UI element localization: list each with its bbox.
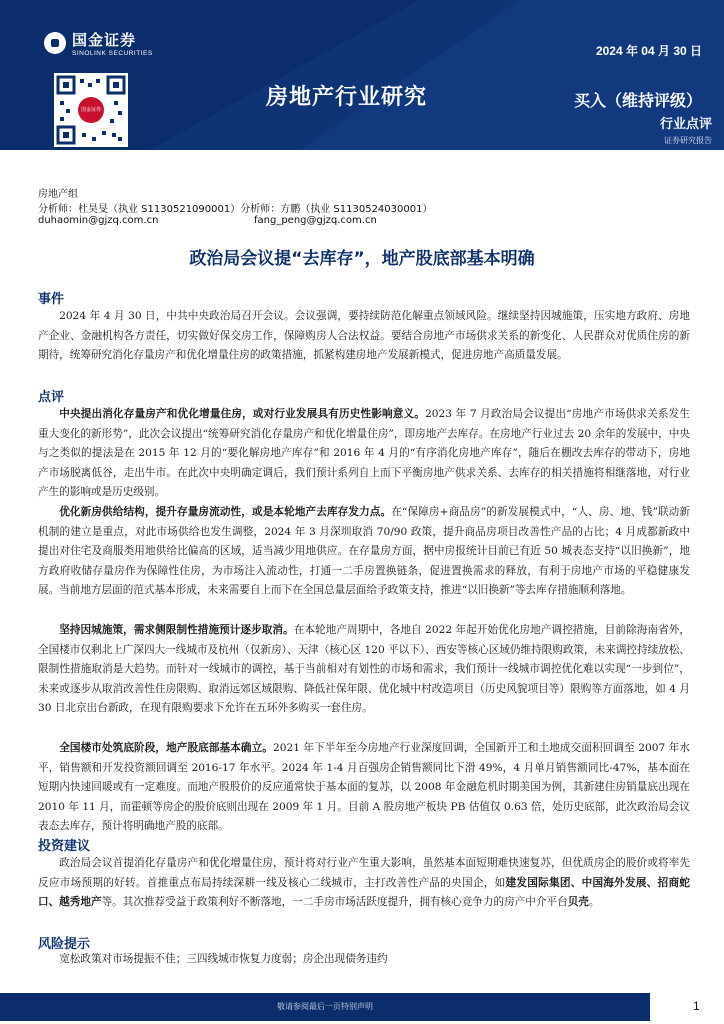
report-subcategory: 证券研究报告 [664, 136, 712, 145]
comment-p1-body: 2023 年 7 月政治局会议提出“房地产市场供求关系发生重大变化的新形势”，此次会议提出“统筹研究消化存量房产和优化增量住房”，即房地产去库存。在房地产行业过去 20 余年的发展中，中央与之类似的提法是在 2015 年 12 月的“要化解房地产库存”和 2016 年 4 月的“有序消化房地产库存”，随后在棚改去库存的带动下，房地产市场脱离低谷，走出牛市。在此次中央明确定调后，我们预计系列自上而下平衡房地产供求关系、去库存的相关措施将相继落地，对行业产生的影响或是历史级别。 [38, 408, 691, 499]
report-category: 行业点评 [659, 117, 712, 132]
company-logo [44, 29, 153, 57]
report-date: 2024 年 04 月 30 日 [595, 44, 702, 58]
report-industry-title: 房地产行业研究 [266, 85, 428, 110]
comment-p2-body: 在“保障房+商品房”的新发展模式中，“人、房、地、钱”联动新机制的建立是重点，对此市场供给也发生调整，2024 年 3 月深圳取消 70/90 政策，提升商品房项目改善性产品的占比；4 月成都新政中提出对住宅及商服类用地供给比偏高的区域，适当减少用地供应。在存量房方面，据中房报统计目前已有近 50 城表态支持“以旧换新”，地方政府收储存量房作为保障性住房，为市场注入流动性，打通一二手房置换链条，促进置换需求的释放，有利于房地产市场的平稳健康发展。当前地方层面的范式基本形成，未来需要自上而下在全国总量层面给予政策支持，推进“以旧换新”等去库存措施顺利落地。 [38, 506, 690, 597]
document-title: 政治局会议提“去库存”，地产股底部基本明确 [189, 249, 535, 269]
qr-center-badge: 国金证券 [78, 97, 104, 123]
section-heading-advice: 投资建议 [38, 839, 91, 854]
comment-p4-lead: 全国楼市处筑底阶段，地产股底部基本确立。 [59, 742, 273, 754]
page-number: 1 [693, 999, 700, 1013]
advice-recommended-platform: 贝壳 [567, 896, 589, 909]
section-heading-comment: 点评 [38, 390, 65, 405]
advice-text-c: 等。其次推荐受益于政策利好不断落地，一二手房市场活跃度提升，拥有核心竞争力的房产中介平台 [101, 896, 568, 909]
advice-text-e: 。 [588, 896, 600, 909]
risk-paragraph: 宽松政策对市场提振不佳；三四线城市恢复力度弱；房企出现债务违约 [59, 953, 388, 965]
comment-p2-lead: 优化新房供给结构，提升存量房流动性，或是本轮地产去库存发力点。 [59, 506, 392, 518]
advice-recommended-stocks: 建发国际集团、中国海外发展、招商蛇口、越秀地产 [38, 876, 691, 909]
comment-p1-lead: 中央提出消化存量房产和优化增量住房，或对行业发展具有历史性影响意义。 [59, 408, 426, 420]
footer-disclaimer-link[interactable]: 敬请参阅最后一页特别声明 [277, 1002, 373, 1011]
comment-paragraph-3 [38, 621, 690, 719]
team-name: 房地产组 [38, 189, 78, 200]
analyst-list: 分析师：杜昊旻（执业 S1130521090001）分析师：方鹏（执业 S1130524030001） [38, 204, 433, 215]
comment-paragraph-4 [38, 739, 690, 837]
report-header [0, 0, 724, 150]
comment-paragraph-2 [38, 503, 690, 601]
comment-p3-body: 在本轮地产周期中，各地自 2022 年起开始优化房地产调控措施，目前除海南省外，全国楼市仅剩北上广深四大一线城市及杭州（仅新房）、天津（核心区 120 平以下）、西安等核心区域仍维持限购政策，未来调控持续放松、限制性措施取消是大趋势。而针对一线城市的调控，基于当前相对有划性的市场和需求，我们预计一线城市调控优化难以实现“一步到位”，未来或逐步从取消改善性住房限购、取消远郊区域限购、降低社保年限、优化城中村改造项目（历史风貌项目等）限购等方面落地，如 4 月 30 日北京出台新政，在现有限购要求下允许在五环外多购买一套住房。 [38, 624, 690, 715]
logo-name-cn: 国金证券 [72, 32, 137, 49]
section-heading-risk: 风险提示 [38, 937, 91, 952]
advice-text-a: 政治局会议首提消化存量房产和优化增量住房，预计将对行业产生重大影响，虽然基本面短期难快速复苏，但优质房企的股价或将率先反应市场预期的好转。首推重点布局持续深耕一线及核心二线城市，主打改善性产品的央国企，如 [38, 857, 690, 889]
analyst-email-2[interactable]: fang_peng@gjzq.com.cn [254, 215, 377, 226]
section-heading-event: 事件 [38, 292, 65, 307]
comment-p4-body: 2021 年下半年至今房地产行业深度回调，全国新开工和土地成交面积回调至 2007 年水平，销售额和开发投资额回调至 2016-17 年水平。2024 年 1-4 月百强房企销售额同比下滑 49%，4 月单月销售额同比-47%，基本面在短期内快速回暖或有一定难度。而地产股股价的反应通常快于基本面的复苏，以 2008 年金融危机时期美国为例，其新建住房销量底出现在 2010 年 11 月，而霍顿等房企的股价底则出现在 2009 年 1 月。目前 A 股房地产板块 PB 估值仅 0.63 倍，处历史底部，此次政治局会议表态去库存，预计将明确地产股的底部。 [38, 742, 690, 833]
qr-code-icon [54, 73, 128, 147]
logo-mark-icon [44, 32, 66, 54]
advice-paragraph [38, 854, 690, 913]
event-paragraph: 2024 年 4 月 30 日，中共中央政治局召开会议。会议强调，要持续防范化解重点领域风险。继续坚持因城施策，压实地方政府、房地产企业、金融机构各方责任，切实做好保交房工作，保障购房人合法权益。要结合房地产市场供求关系的新变化、人民群众对优质住房的新期待，统筹研究消化存量房产和优化增量住房的政策措施，抓紧构建房地产发展新模式，促进房地产高质量发展。 [38, 310, 690, 362]
analyst-email-1[interactable]: duhaomin@gjzq.com.cn [38, 215, 159, 226]
rating-label: 买入（维持评级） [573, 91, 702, 110]
comment-paragraph-1 [38, 405, 690, 503]
logo-name-en: SINOLINK SECURITIES [72, 50, 153, 57]
comment-p3-lead: 坚持因城施策，需求侧限制性措施预计逐步取消。 [59, 624, 294, 636]
